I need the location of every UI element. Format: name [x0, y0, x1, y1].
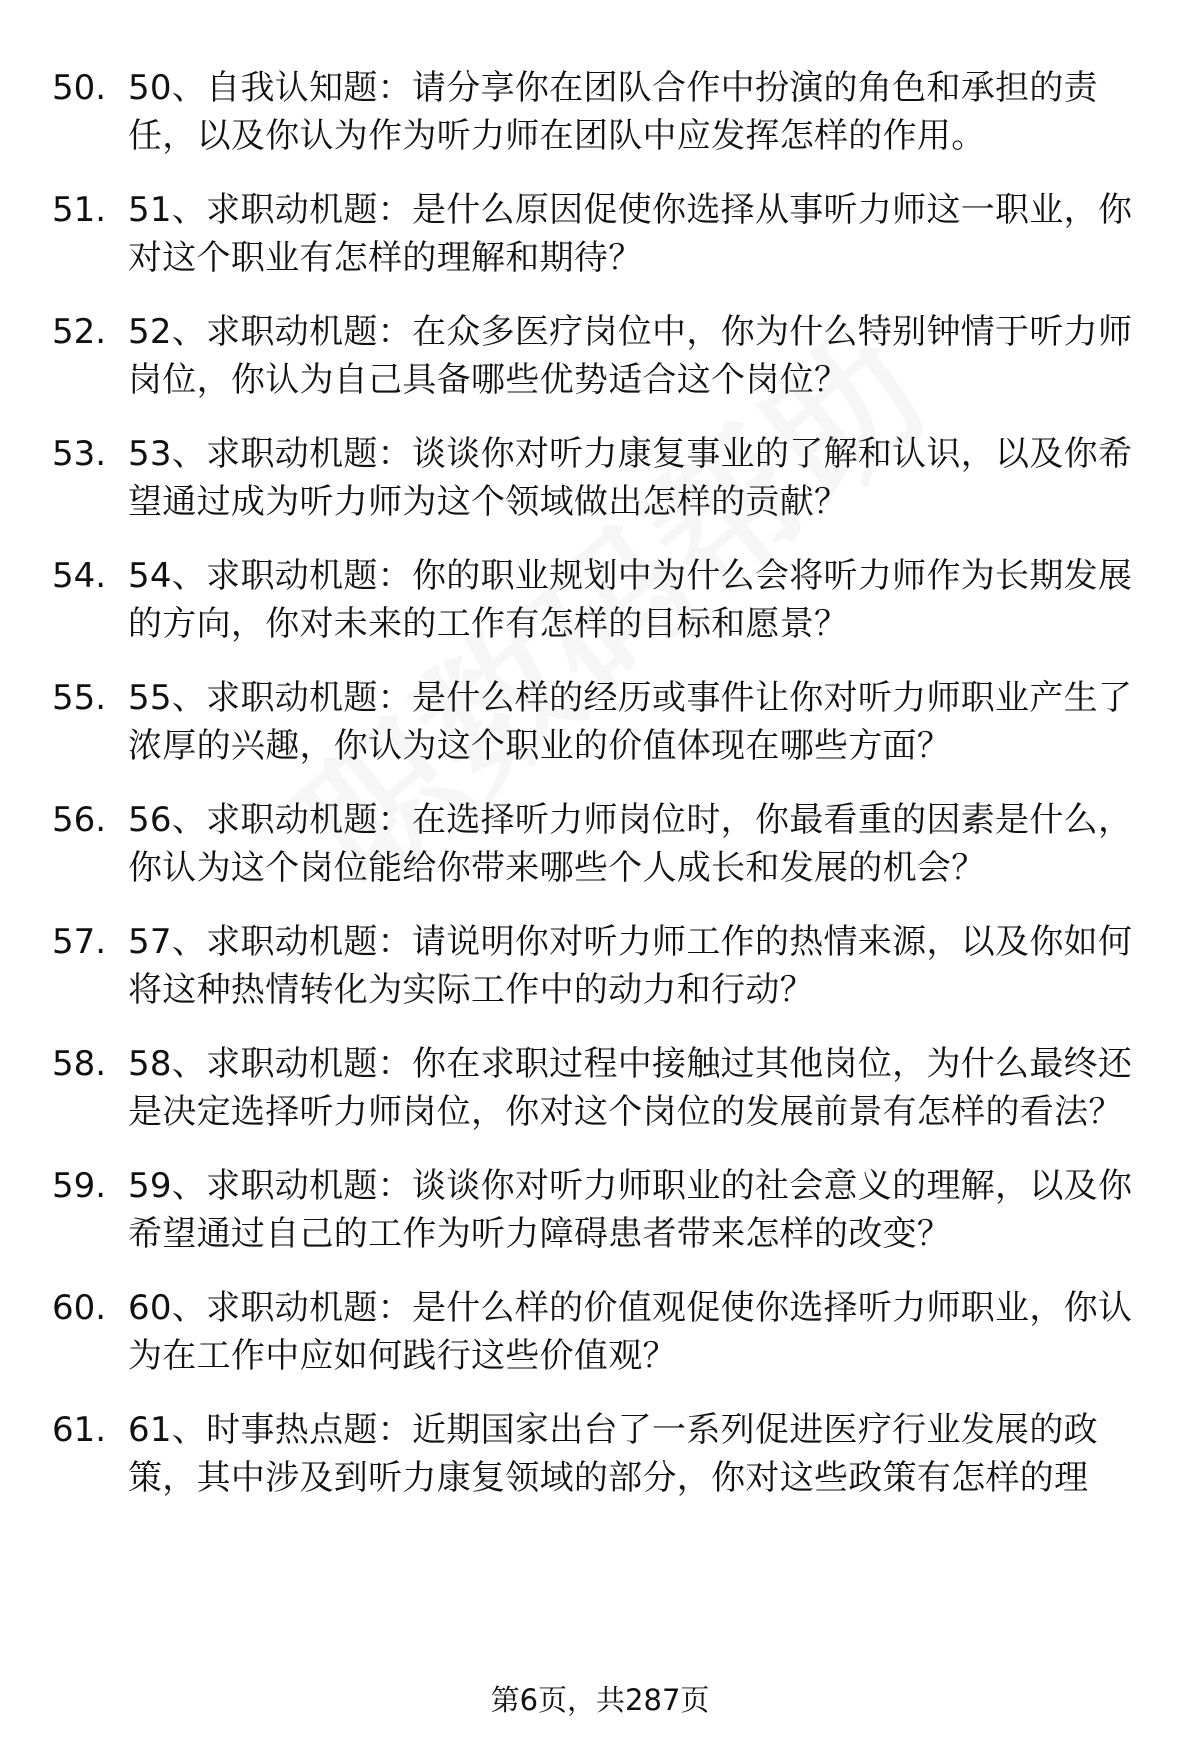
question-number: 54.	[52, 556, 107, 596]
question-number: 50.	[52, 68, 107, 108]
question-number: 52.	[52, 312, 107, 352]
page-number-label: 第6页，共287页	[490, 1683, 710, 1717]
list-item	[52, 1162, 1152, 1258]
list-item	[52, 430, 1152, 526]
list-item	[52, 1406, 1152, 1502]
question-text: 59、求职动机题：谈谈你对听力师职业的社会意义的理解，以及你希望通过自己的工作为听力障碍患者带来怎样的改变？	[128, 1166, 1133, 1254]
question-text: 60、求职动机题：是什么样的价值观促使你选择听力师职业，你认为在工作中应如何践行这些价值观？	[128, 1288, 1133, 1376]
list-item	[52, 186, 1152, 282]
question-number: 57.	[52, 922, 107, 962]
question-text: 56、求职动机题：在选择听力师岗位时，你最看重的因素是什么，你认为这个岗位能给你带来哪些个人成长和发展的机会？	[128, 800, 1133, 888]
question-text: 54、求职动机题：你的职业规划中为什么会将听力师作为长期发展的方向，你对未来的工作有怎样的目标和愿景？	[128, 556, 1133, 644]
question-list	[52, 64, 1152, 1528]
question-number: 58.	[52, 1044, 107, 1084]
question-text: 58、求职动机题：你在求职过程中接触过其他岗位，为什么最终还是决定选择听力师岗位，你对这个岗位的发展前景有怎样的看法？	[128, 1044, 1133, 1132]
question-number: 51.	[52, 190, 107, 230]
question-text: 51、求职动机题：是什么原因促使你选择从事听力师这一职业，你对这个职业有怎样的理解和期待？	[128, 190, 1133, 278]
page-footer	[0, 1680, 1200, 1720]
list-item	[52, 308, 1152, 404]
list-item	[52, 64, 1152, 160]
list-item	[52, 918, 1152, 1014]
question-number: 59.	[52, 1166, 107, 1206]
list-item	[52, 1040, 1152, 1136]
question-number: 56.	[52, 800, 107, 840]
question-number: 61.	[52, 1410, 107, 1450]
list-item	[52, 552, 1152, 648]
question-text: 53、求职动机题：谈谈你对听力康复事业的了解和认识，以及你希望通过成为听力师为这个领域做出怎样的贡献？	[128, 434, 1133, 522]
list-item	[52, 1284, 1152, 1380]
question-text: 57、求职动机题：请说明你对听力师工作的热情来源，以及你如何将这种热情转化为实际工作中的动力和行动？	[128, 922, 1133, 1010]
question-text: 55、求职动机题：是什么样的经历或事件让你对听力师职业产生了浓厚的兴趣，你认为这个职业的价值体现在哪些方面？	[128, 678, 1133, 766]
question-number: 53.	[52, 434, 107, 474]
question-text: 61、时事热点题：近期国家出台了一系列促进医疗行业发展的政策，其中涉及到听力康复领域的部分，你对这些政策有怎样的理	[128, 1410, 1098, 1498]
list-item	[52, 796, 1152, 892]
question-number: 55.	[52, 678, 107, 718]
list-item	[52, 674, 1152, 770]
question-text: 50、自我认知题：请分享你在团队合作中扮演的角色和承担的责任，以及你认为作为听力师在团队中应发挥怎样的作用。	[128, 68, 1098, 156]
question-text: 52、求职动机题：在众多医疗岗位中，你为什么特别钟情于听力师岗位，你认为自己具备哪些优势适合这个岗位？	[128, 312, 1133, 400]
question-number: 60.	[52, 1288, 107, 1328]
